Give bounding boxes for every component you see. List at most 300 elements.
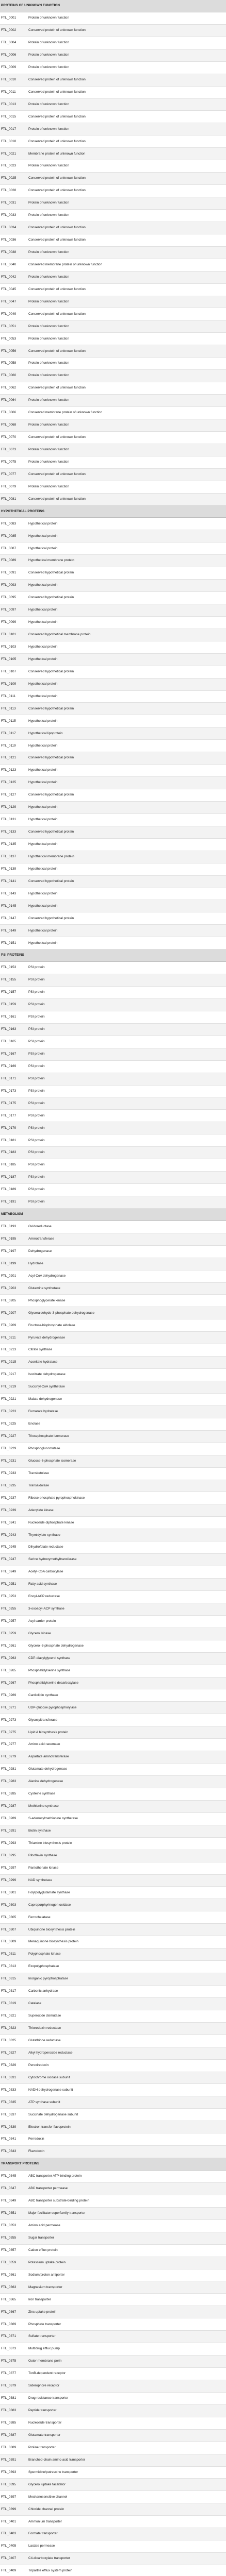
table-row bbox=[0, 2146, 226, 2158]
table-row bbox=[0, 2294, 226, 2306]
locus-tag: FTL_0311 bbox=[1, 1952, 16, 1956]
gene-description: Protein of unknown function bbox=[28, 448, 69, 452]
locus-tag: FTL_0309 bbox=[1, 1940, 17, 1944]
gene-description: Glyceraldehyde-3-phosphate dehydrogenase bbox=[28, 1311, 94, 1315]
gene-description: Protein of unknown function bbox=[28, 336, 69, 341]
table-row bbox=[0, 679, 226, 691]
gene-description: Phosphatidylserine decarboxylase bbox=[28, 1681, 78, 1685]
table-row bbox=[0, 2430, 226, 2442]
locus-tag: FTL_0101 bbox=[1, 633, 17, 637]
table-row bbox=[0, 25, 226, 37]
table-row bbox=[0, 518, 226, 530]
locus-tag: FTL_0349 bbox=[1, 2199, 17, 2203]
locus-tag: FTL_0070 bbox=[1, 435, 17, 439]
section-header bbox=[0, 1209, 226, 1221]
table-row bbox=[0, 1492, 226, 1504]
table-row bbox=[0, 259, 226, 272]
section-title: METABOLISM bbox=[1, 1212, 23, 1216]
gene-description: Protein of unknown function bbox=[28, 41, 69, 45]
gene-description: Ubiquinone biosynthesis protein bbox=[28, 1927, 75, 1931]
table-row bbox=[0, 2035, 226, 2047]
locus-tag: FTL_0405 bbox=[1, 2544, 17, 2548]
table-row bbox=[0, 974, 226, 987]
locus-tag: FTL_0355 bbox=[1, 2235, 17, 2240]
table-row bbox=[0, 1689, 226, 1702]
gene-description: Thiamine biosynthesis protein bbox=[28, 1841, 72, 1845]
table-row bbox=[0, 1961, 226, 1973]
table-row bbox=[0, 1011, 226, 1024]
table-row bbox=[0, 2171, 226, 2183]
locus-tag: FTL_0339 bbox=[1, 2125, 17, 2129]
table-row bbox=[0, 2084, 226, 2096]
locus-tag: FTL_0395 bbox=[1, 2482, 17, 2486]
locus-tag: FTL_0047 bbox=[1, 299, 17, 303]
table-row bbox=[0, 2023, 226, 2035]
table-row bbox=[0, 1801, 226, 1813]
table-row bbox=[0, 1924, 226, 1936]
table-row bbox=[0, 296, 226, 309]
table-row bbox=[0, 62, 226, 74]
gene-description: Thymidylate synthase bbox=[28, 1533, 60, 1537]
locus-tag: FTL_0077 bbox=[1, 472, 17, 476]
gene-description: Transketolase bbox=[28, 1471, 49, 1475]
gene-description: Hypothetical protein bbox=[28, 645, 58, 649]
gene-description: Conserved hypothetical protein bbox=[28, 596, 74, 600]
locus-tag: FTL_0036 bbox=[1, 238, 17, 242]
table-row bbox=[0, 185, 226, 197]
table-row bbox=[0, 407, 226, 419]
locus-tag: FTL_0383 bbox=[1, 2409, 17, 2413]
locus-tag: FTL_0031 bbox=[1, 201, 17, 205]
locus-tag: FTL_0189 bbox=[1, 1188, 17, 1192]
gene-description: Conserved hypothetical protein bbox=[28, 830, 74, 834]
gene-description: Conserved membrane protein of unknown function bbox=[28, 411, 103, 415]
table-row bbox=[0, 284, 226, 296]
table-row bbox=[0, 2220, 226, 2232]
table-row bbox=[0, 1529, 226, 1541]
gene-description: Conserved protein of unknown function bbox=[28, 90, 86, 94]
table-row bbox=[0, 1418, 226, 1431]
gene-description: Outer membrane porin bbox=[28, 2359, 62, 2363]
table-row bbox=[0, 1097, 226, 1110]
locus-tag: FTL_0131 bbox=[1, 818, 17, 822]
locus-tag: FTL_0053 bbox=[1, 336, 17, 341]
table-row bbox=[0, 2245, 226, 2257]
gene-description: Chloride channel protein bbox=[28, 2507, 64, 2511]
locus-tag: FTL_0367 bbox=[1, 2310, 17, 2314]
gene-description: Ferrochelatase bbox=[28, 1915, 51, 1919]
locus-tag: FTL_0034 bbox=[1, 226, 17, 230]
gene-description: Succinyl-CoA synthetase bbox=[28, 1385, 65, 1389]
table-row bbox=[0, 1480, 226, 1493]
locus-tag: FTL_0369 bbox=[1, 2322, 17, 2326]
table-row bbox=[0, 2232, 226, 2245]
gene-description: Conserved protein of unknown function bbox=[28, 139, 86, 143]
gene-description: Catalase bbox=[28, 2002, 42, 2006]
gene-description: Sodium/proton antiporter bbox=[28, 2273, 65, 2277]
locus-tag: FTL_0193 bbox=[1, 1225, 17, 1229]
table-row bbox=[0, 2553, 226, 2565]
gene-description: Nucleoside diphosphate kinase bbox=[28, 1520, 74, 1524]
locus-tag: FTL_0119 bbox=[1, 743, 16, 748]
table-row bbox=[0, 2467, 226, 2479]
locus-tag: FTL_0040 bbox=[1, 262, 17, 266]
table-row bbox=[0, 444, 226, 456]
table-row bbox=[0, 1431, 226, 1443]
locus-tag: FTL_0259 bbox=[1, 1632, 17, 1636]
table-row bbox=[0, 1061, 226, 1073]
gene-description: PSI protein bbox=[28, 1200, 45, 1204]
gene-description: Protein of unknown function bbox=[28, 275, 69, 279]
gene-description: Hypothetical protein bbox=[28, 867, 58, 871]
gene-description: Membrane protein of unknown function bbox=[28, 151, 86, 156]
table-row bbox=[0, 37, 226, 49]
table-row bbox=[0, 87, 226, 99]
locus-tag: FTL_0231 bbox=[1, 1459, 17, 1463]
locus-tag: FTL_0085 bbox=[1, 534, 17, 538]
gene-description: Cysteine synthase bbox=[28, 1792, 56, 1796]
locus-tag: FTL_0209 bbox=[1, 1323, 17, 1327]
gene-description: Conserved hypothetical protein bbox=[28, 669, 74, 673]
gene-description: Hypothetical lipoprotein bbox=[28, 731, 63, 735]
gene-description: PSI protein bbox=[28, 1150, 45, 1155]
locus-tag: FTL_0269 bbox=[1, 1693, 17, 1697]
locus-tag: FTL_0223 bbox=[1, 1410, 17, 1414]
table-row bbox=[0, 715, 226, 727]
locus-tag: FTL_0033 bbox=[1, 213, 17, 217]
gene-description: PSI protein bbox=[28, 1101, 45, 1105]
locus-tag: FTL_0341 bbox=[1, 2137, 17, 2141]
locus-tag: FTL_0257 bbox=[1, 1619, 17, 1623]
locus-tag: FTL_0403 bbox=[1, 2532, 17, 2536]
locus-tag: FTL_0091 bbox=[1, 571, 17, 575]
gene-description: Ferredoxin bbox=[28, 2137, 44, 2141]
section-title: TRANSPORT PROTEINS bbox=[1, 2162, 40, 2166]
gene-description: Hypothetical membrane protein bbox=[28, 558, 74, 563]
table-row bbox=[0, 1875, 226, 1887]
gene-description: Dehydrogenase bbox=[28, 1249, 52, 1253]
gene-description: Conserved protein of unknown function bbox=[28, 435, 86, 439]
locus-tag: FTL_0315 bbox=[1, 1977, 17, 1981]
locus-tag: FTL_0107 bbox=[1, 669, 17, 673]
gene-description: Biotin synthase bbox=[28, 1829, 51, 1833]
locus-tag: FTL_0293 bbox=[1, 1841, 17, 1845]
gene-description: Conserved hypothetical protein bbox=[28, 793, 74, 797]
locus-tag: FTL_0187 bbox=[1, 1175, 17, 1179]
gene-description: Magnesium transporter bbox=[28, 2285, 62, 2289]
locus-tag: FTL_0397 bbox=[1, 2495, 17, 2499]
gene-description: ATP synthase subunit bbox=[28, 2100, 60, 2104]
gene-description: Hypothetical protein bbox=[28, 928, 58, 933]
gene-description: CDP-diacylglycerol synthase bbox=[28, 1656, 71, 1660]
table-row bbox=[0, 1986, 226, 1998]
table-row bbox=[0, 12, 226, 25]
locus-tag: FTL_0155 bbox=[1, 978, 17, 982]
locus-tag: FTL_0015 bbox=[1, 114, 17, 118]
locus-tag: FTL_0075 bbox=[1, 460, 17, 464]
table-row bbox=[0, 469, 226, 481]
gene-description: Conserved protein of unknown function bbox=[28, 349, 86, 353]
gene-description: PSI protein bbox=[28, 1113, 45, 1117]
locus-tag: FTL_0175 bbox=[1, 1101, 17, 1105]
locus-tag: FTL_0066 bbox=[1, 411, 17, 415]
table-row bbox=[0, 456, 226, 469]
locus-tag: FTL_0347 bbox=[1, 2187, 17, 2191]
locus-tag: FTL_0064 bbox=[1, 398, 17, 402]
table-row bbox=[0, 2109, 226, 2121]
gene-description: 3-oxoacyl-ACP synthase bbox=[28, 1607, 64, 1611]
locus-tag: FTL_0377 bbox=[1, 2371, 17, 2376]
locus-tag: FTL_0241 bbox=[1, 1520, 17, 1524]
locus-tag: FTL_0211 bbox=[1, 1335, 16, 1340]
locus-tag: FTL_0287 bbox=[1, 1804, 17, 1808]
table-row bbox=[0, 1973, 226, 1986]
table-row bbox=[0, 1850, 226, 1862]
table-row bbox=[0, 432, 226, 444]
gene-description: UDP-glucose pyrophosphorylase bbox=[28, 1705, 77, 1709]
locus-tag: FTL_0013 bbox=[1, 102, 17, 106]
gene-description: Dihydrofolate reductase bbox=[28, 1545, 63, 1549]
table-row bbox=[0, 789, 226, 802]
gene-description: Conserved protein of unknown function bbox=[28, 226, 86, 230]
table-row bbox=[0, 345, 226, 358]
locus-tag: FTL_0219 bbox=[1, 1385, 17, 1389]
table-row bbox=[0, 543, 226, 555]
gene-description: PSI protein bbox=[28, 1188, 45, 1192]
gene-description: Citrate synthase bbox=[28, 1348, 53, 1352]
locus-tag: FTL_0115 bbox=[1, 719, 16, 723]
locus-tag: FTL_0137 bbox=[1, 854, 17, 858]
locus-tag: FTL_0010 bbox=[1, 77, 17, 81]
table-row bbox=[0, 382, 226, 395]
table-row bbox=[0, 1887, 226, 1899]
gene-description: PSI protein bbox=[28, 1064, 45, 1068]
gene-description: Protein of unknown function bbox=[28, 53, 69, 57]
table-row bbox=[0, 925, 226, 937]
table-row bbox=[0, 1813, 226, 1825]
table-row bbox=[0, 1862, 226, 1875]
table-row bbox=[0, 2380, 226, 2393]
gene-description: Ribose-phosphate pyrophosphokinase bbox=[28, 1496, 85, 1500]
locus-tag: FTL_0109 bbox=[1, 682, 17, 686]
table-row bbox=[0, 2269, 226, 2282]
table-row bbox=[0, 765, 226, 777]
locus-tag: FTL_0004 bbox=[1, 41, 17, 45]
gene-description: Protein of unknown function bbox=[28, 164, 69, 168]
table-row bbox=[0, 2047, 226, 2060]
locus-tag: FTL_0313 bbox=[1, 1964, 17, 1969]
table-row bbox=[0, 1702, 226, 1714]
gene-description: Acyl carrier protein bbox=[28, 1619, 56, 1623]
section-header bbox=[0, 2158, 226, 2171]
locus-tag: FTL_0068 bbox=[1, 423, 17, 427]
locus-tag: FTL_0357 bbox=[1, 2248, 17, 2252]
table-row bbox=[0, 1579, 226, 1591]
table-row bbox=[0, 2355, 226, 2368]
locus-tag: FTL_0018 bbox=[1, 139, 17, 143]
locus-tag: FTL_0297 bbox=[1, 1866, 17, 1870]
gene-description: Transaldolase bbox=[28, 1483, 49, 1487]
table-row bbox=[0, 814, 226, 826]
table-row bbox=[0, 370, 226, 382]
table-row bbox=[0, 1665, 226, 1677]
gene-description: NAD synthetase bbox=[28, 1878, 53, 1882]
gene-description: Protein of unknown function bbox=[28, 250, 69, 255]
table-row bbox=[0, 900, 226, 912]
locus-tag: FTL_0079 bbox=[1, 484, 17, 488]
gene-description: Exopolyphosphatase bbox=[28, 1964, 59, 1969]
table-row bbox=[0, 777, 226, 789]
table-row bbox=[0, 1122, 226, 1134]
gene-description: Phosphoglycerate kinase bbox=[28, 1298, 66, 1302]
locus-tag: FTL_0253 bbox=[1, 1595, 17, 1599]
gene-description: PSI protein bbox=[28, 1175, 45, 1179]
locus-tag: FTL_0157 bbox=[1, 990, 17, 994]
locus-tag: FTL_0345 bbox=[1, 2174, 17, 2178]
locus-tag: FTL_0105 bbox=[1, 657, 17, 661]
table-row bbox=[0, 727, 226, 740]
locus-tag: FTL_0195 bbox=[1, 1237, 17, 1241]
table-row bbox=[0, 863, 226, 876]
table-row bbox=[0, 123, 226, 135]
locus-tag: FTL_0303 bbox=[1, 1903, 17, 1907]
table-row bbox=[0, 1541, 226, 1554]
gene-description: Electron transfer flavoprotein bbox=[28, 2125, 71, 2129]
locus-tag: FTL_0277 bbox=[1, 1742, 17, 1747]
table-row bbox=[0, 802, 226, 814]
locus-tag: FTL_0217 bbox=[1, 1372, 17, 1377]
gene-description: PSI protein bbox=[28, 1126, 45, 1130]
locus-tag: FTL_0165 bbox=[1, 1040, 17, 1044]
gene-description: PSI protein bbox=[28, 1138, 45, 1142]
locus-tag: FTL_0233 bbox=[1, 1471, 17, 1475]
table-row bbox=[0, 1406, 226, 1418]
locus-tag: FTL_0239 bbox=[1, 1508, 17, 1512]
locus-tag: FTL_0245 bbox=[1, 1545, 17, 1549]
gene-description: Triosephosphate isomerase bbox=[28, 1434, 69, 1438]
section-header bbox=[0, 950, 226, 962]
gene-description: Glycerol kinase bbox=[28, 1632, 51, 1636]
gene-description: Succinate dehydrogenase subunit bbox=[28, 2112, 78, 2116]
gene-description: Fatty acid synthase bbox=[28, 1582, 57, 1586]
locus-tag: FTL_0221 bbox=[1, 1397, 17, 1401]
table-row bbox=[0, 1246, 226, 1258]
locus-tag: FTL_0331 bbox=[1, 2075, 17, 2079]
gene-description: Peptide transporter bbox=[28, 2409, 57, 2413]
gene-description: Conserved protein of unknown function bbox=[28, 114, 86, 118]
locus-tag: FTL_0373 bbox=[1, 2347, 17, 2351]
locus-tag: FTL_0325 bbox=[1, 2038, 17, 2042]
table-row bbox=[0, 567, 226, 580]
gene-description: TonB-dependent receptor bbox=[28, 2371, 66, 2376]
gene-description: Glutamine synthetase bbox=[28, 1286, 60, 1290]
gene-description: Conserved hypothetical protein bbox=[28, 879, 74, 883]
table-row bbox=[0, 2195, 226, 2208]
locus-tag: FTL_0249 bbox=[1, 1570, 17, 1574]
gene-description: Glucose-6-phosphate isomerase bbox=[28, 1459, 76, 1463]
table-row bbox=[0, 99, 226, 111]
gene-description: Drug resistance transporter bbox=[28, 2396, 69, 2400]
gene-description: Mechanosensitive channel bbox=[28, 2495, 68, 2499]
gene-description: Hydrolase bbox=[28, 1261, 43, 1265]
locus-tag: FTL_0391 bbox=[1, 2458, 17, 2462]
locus-tag: FTL_0058 bbox=[1, 361, 17, 365]
gene-description: PSI protein bbox=[28, 978, 45, 982]
table-row bbox=[0, 333, 226, 345]
locus-tag: FTL_0323 bbox=[1, 2026, 17, 2030]
table-row bbox=[0, 2528, 226, 2540]
locus-tag: FTL_0261 bbox=[1, 1643, 17, 1648]
table-row bbox=[0, 49, 226, 62]
table-row bbox=[0, 987, 226, 999]
gene-description: Protein of unknown function bbox=[28, 361, 69, 365]
gene-description: Protein of unknown function bbox=[28, 423, 69, 427]
locus-tag: FTL_0283 bbox=[1, 1780, 17, 1784]
table-row bbox=[0, 1714, 226, 1726]
gene-description: Conserved hypothetical protein bbox=[28, 706, 74, 710]
gene-description: Enoyl-ACP reductase bbox=[28, 1595, 60, 1599]
locus-tag: FTL_0333 bbox=[1, 2088, 17, 2092]
table-row bbox=[0, 2318, 226, 2331]
gene-description: Conserved hypothetical protein bbox=[28, 916, 74, 920]
locus-tag: FTL_0321 bbox=[1, 2014, 17, 2018]
gene-description: Conserved protein of unknown function bbox=[28, 472, 86, 476]
locus-tag: FTL_0371 bbox=[1, 2334, 17, 2338]
gene-description: Phosphatidylserine synthase bbox=[28, 1668, 71, 1672]
gene-description: Hypothetical protein bbox=[28, 805, 58, 809]
table-row bbox=[0, 912, 226, 925]
table-row bbox=[0, 2454, 226, 2467]
gene-description: Polyphosphate kinase bbox=[28, 1952, 61, 1956]
table-row bbox=[0, 1653, 226, 1665]
gene-description: Phosphate transporter bbox=[28, 2322, 61, 2326]
table-row bbox=[0, 1455, 226, 1468]
table-row bbox=[0, 1024, 226, 1036]
table-row bbox=[0, 1147, 226, 1159]
table-row bbox=[0, 826, 226, 839]
table-row bbox=[0, 1628, 226, 1640]
locus-tag: FTL_0251 bbox=[1, 1582, 17, 1586]
locus-tag: FTL_0389 bbox=[1, 2445, 17, 2449]
gene-description: Tripartite efflux system protein bbox=[28, 2569, 73, 2573]
locus-tag: FTL_0379 bbox=[1, 2384, 17, 2388]
locus-tag: FTL_0062 bbox=[1, 386, 17, 390]
table-row bbox=[0, 1517, 226, 1529]
locus-tag: FTL_0393 bbox=[1, 2470, 17, 2474]
table-row bbox=[0, 173, 226, 185]
table-row bbox=[0, 1048, 226, 1061]
table-row bbox=[0, 555, 226, 567]
table-row bbox=[0, 1036, 226, 1048]
gene-description: Hypothetical protein bbox=[28, 768, 58, 772]
gene-description: Hypothetical protein bbox=[28, 608, 58, 612]
table-row bbox=[0, 654, 226, 666]
locus-tag: FTL_0161 bbox=[1, 1015, 17, 1019]
locus-tag: FTL_0147 bbox=[1, 916, 17, 920]
locus-tag: FTL_0365 bbox=[1, 2297, 17, 2301]
gene-description: Hypothetical protein bbox=[28, 818, 58, 822]
locus-tag: FTL_0045 bbox=[1, 287, 17, 291]
gene-description: Alkyl hydroperoxide reductase bbox=[28, 2050, 73, 2055]
gene-description: Hypothetical protein bbox=[28, 521, 58, 526]
gene-description: Conserved protein of unknown function bbox=[28, 386, 86, 390]
table-row bbox=[0, 1726, 226, 1739]
gene-description: Hypothetical protein bbox=[28, 842, 58, 846]
locus-tag: FTL_0133 bbox=[1, 830, 17, 834]
locus-tag: FTL_0123 bbox=[1, 768, 17, 772]
locus-tag: FTL_0017 bbox=[1, 127, 17, 131]
gene-description: Serine hydroxymethyltransferase bbox=[28, 1557, 77, 1562]
